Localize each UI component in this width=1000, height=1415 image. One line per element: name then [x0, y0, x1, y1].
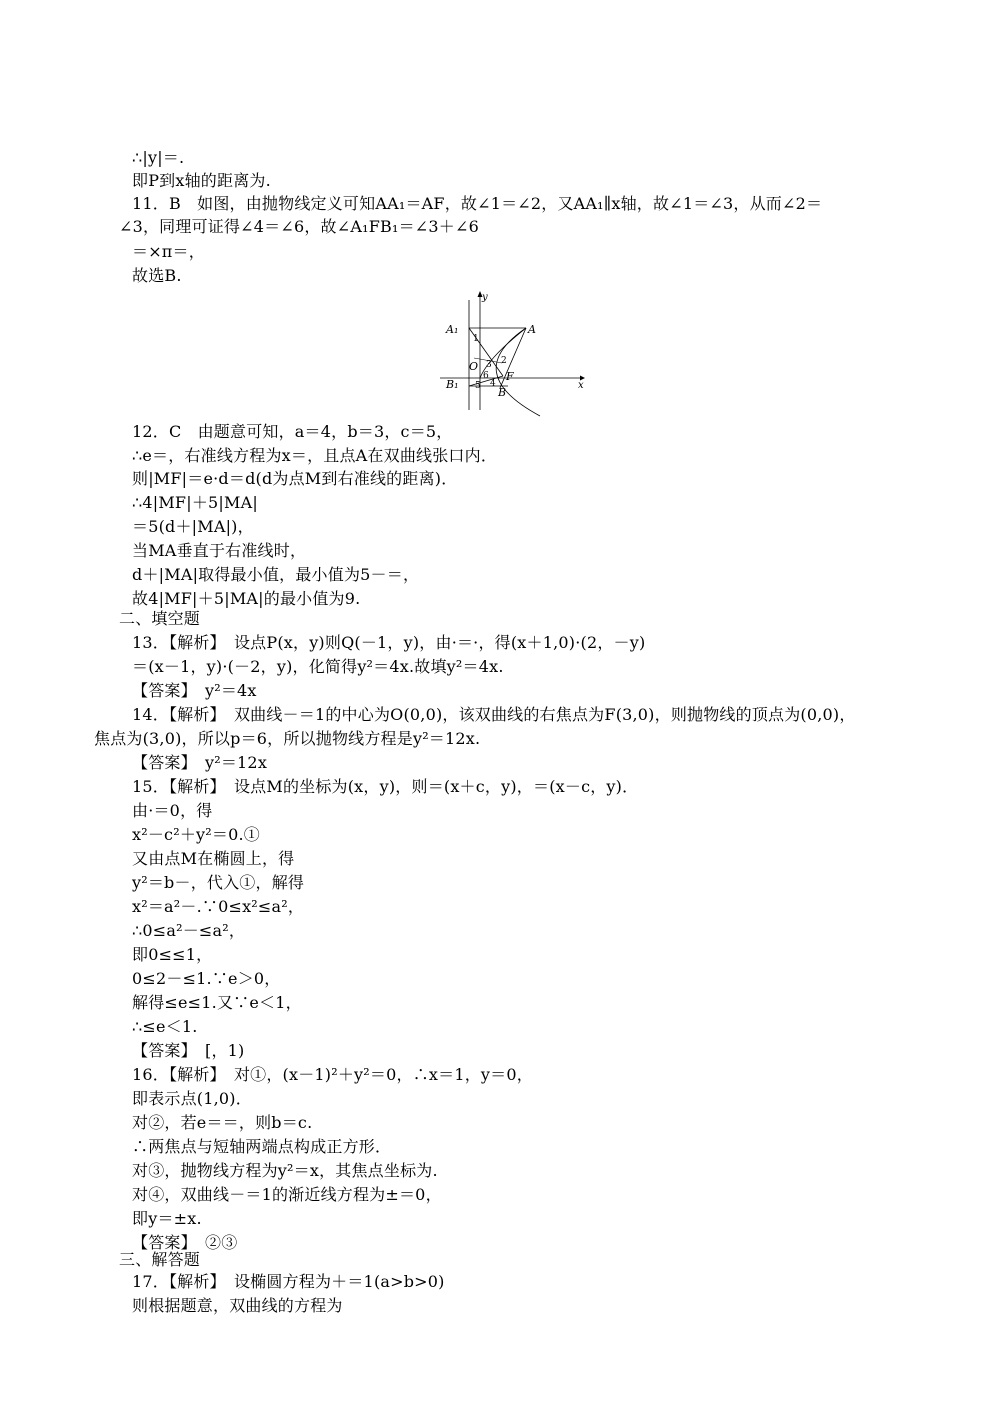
text-line: ∴|y|＝. [132, 148, 185, 167]
text-line: ∴两焦点与短轴两端点构成正方形． [132, 1137, 392, 1156]
text-line: 即表示点(1,0)． [132, 1089, 252, 1108]
text-line: 故选B. [132, 266, 182, 285]
label-o: O [469, 360, 479, 373]
answer-line: 【答案】 ②③ [132, 1233, 238, 1252]
label-angle-1: 1 [473, 334, 479, 344]
text-line: 由·＝0，得 [132, 801, 213, 820]
text-line: 又由点M在椭圆上，得 [132, 849, 295, 868]
label-b: B [498, 386, 507, 399]
label-x: x [578, 380, 584, 391]
text-line: 解得≤e≤1.又∵e＜1， [132, 993, 302, 1012]
label-b1: B₁ [446, 378, 459, 391]
text-line: 12．C 由题意可知，a＝4，b＝3，c＝5， [132, 422, 453, 441]
label-angle-5: 5 [475, 381, 481, 391]
text-line: 则根据题意，双曲线的方程为 [132, 1296, 343, 1315]
answer-line: 【答案】 y²＝4x [132, 681, 257, 700]
text-line: ∴e＝，右准线方程为x＝，且点A在双曲线张口内． [132, 446, 498, 465]
parabola-figure [440, 288, 590, 413]
text-line: ∠3，同理可证得∠4＝∠6，故∠A₁FB₁＝∠3＋∠6 [119, 217, 479, 236]
label-angle-2: 2 [501, 356, 507, 366]
text-line: 即y＝±x. [132, 1209, 202, 1228]
label-angle-3: 3 [486, 360, 492, 370]
parabola-diagram [440, 288, 590, 413]
text-line: 即P到x轴的距离为. [132, 171, 271, 190]
section-heading: 三、解答题 [119, 1250, 201, 1269]
text-line: 焦点为(3,0)，所以p＝6，所以抛物线方程是y²＝12x. [94, 729, 481, 748]
label-angle-4: 4 [490, 379, 496, 389]
text-line: 故4|MF|＋5|MA|的最小值为9. [132, 589, 361, 608]
text-line: 16．【解析】 对①，(x－1)²＋y²＝0，∴x＝1，y＝0， [132, 1065, 533, 1084]
text-line: 对③，抛物线方程为y²＝x，其焦点坐标为. [132, 1161, 438, 1180]
text-line: 对②，若e＝＝，则b＝c. [132, 1113, 313, 1132]
text-line: ＝(x－1，y)·(－2，y)，化简得y²＝4x.故填y²＝4x. [132, 657, 504, 676]
text-line: x²＝a²－.∵0≤x²≤a²， [132, 897, 305, 916]
label-angle-6: 6 [483, 371, 489, 381]
section-heading: 二、填空题 [119, 609, 201, 628]
answer-line: 【答案】 y²＝12x [132, 753, 268, 772]
text-line: 17．【解析】 设椭圆方程为＋＝1(a>b>0) [132, 1272, 445, 1291]
text-line: 0≤2－≤1.∵e＞0， [132, 969, 281, 988]
text-line: ＝×π＝， [132, 242, 205, 261]
text-line: 13．【解析】 设点P(x，y)则Q(－1，y)，由·＝·，得(x＋1,0)·(2，－y) [132, 633, 646, 652]
parabola-curve [496, 328, 540, 416]
label-a: A [528, 323, 536, 336]
text-line: 当MA垂直于右准线时， [132, 541, 307, 560]
text-line: 11．B 如图，由抛物线定义可知AA₁＝AF，故∠1＝∠2，又AA₁∥x轴，故∠1＝∠3，从而∠2＝ [132, 194, 823, 213]
text-line: x²－c²＋y²＝0.① [132, 825, 260, 844]
text-line: 即0≤≤1， [132, 945, 213, 964]
text-line: 则|MF|＝e·d＝d(d为点M到右准线的距离)． [132, 469, 458, 488]
text-line: ∴4|MF|＋5|MA| [132, 493, 258, 512]
text-line: d＋|MA|取得最小值，最小值为5－＝， [132, 565, 420, 584]
label-f: F [506, 370, 514, 383]
text-line: 14．【解析】 双曲线－＝1的中心为O(0,0)，该双曲线的右焦点为F(3,0)，则抛物线的顶点为(0,0)， [132, 705, 856, 724]
text-line: ∴0≤a²－≤a²， [132, 921, 246, 940]
label-y: y [482, 292, 488, 303]
text-line: ＝5(d＋|MA|)， [132, 517, 254, 536]
text-line: y²＝b－，代入①，解得 [132, 873, 305, 892]
label-a1: A₁ [446, 323, 459, 336]
text-line: ∴≤e＜1. [132, 1017, 198, 1036]
answer-line: 【答案】 [，1) [132, 1041, 245, 1060]
text-line: 对④，双曲线－＝1的渐近线方程为±＝0， [132, 1185, 442, 1204]
text-line: 15．【解析】 设点M的坐标为(x，y)，则＝(x＋c，y)，＝(x－c，y)． [132, 777, 639, 796]
